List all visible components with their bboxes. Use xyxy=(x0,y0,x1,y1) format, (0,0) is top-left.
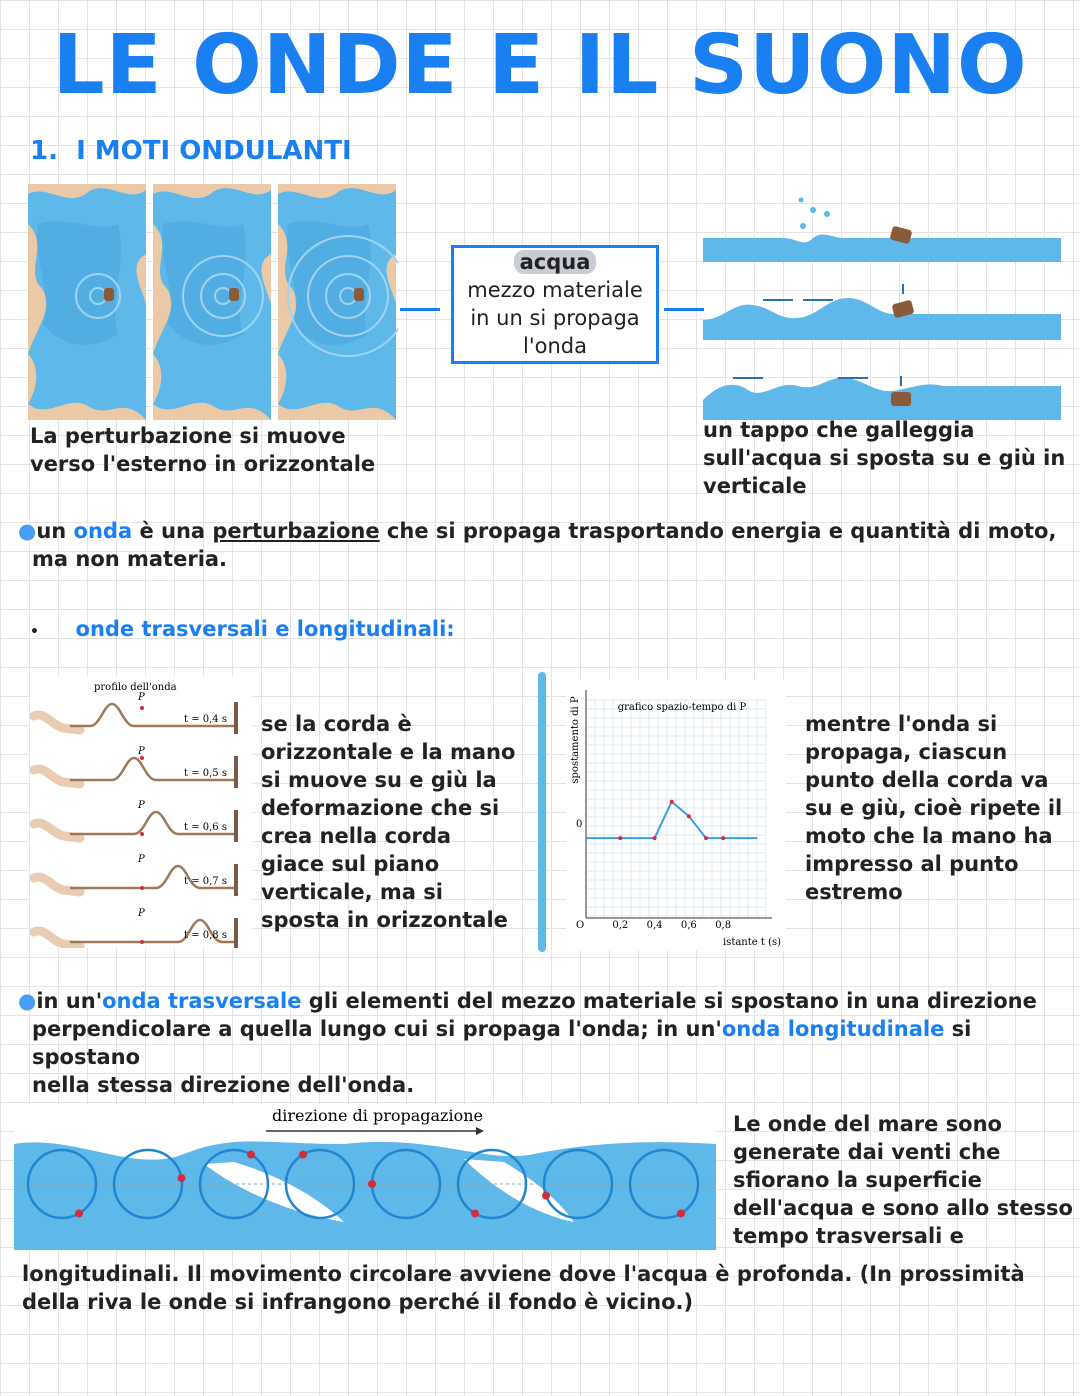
point-p-label: P xyxy=(138,746,145,757)
point-p-label: P xyxy=(138,854,145,865)
final-text-line: longitudinali. Il movimento circolare avviene dove l'acqua è profonda. (In prossimità xyxy=(22,1262,1025,1286)
chart-text-line: impresso al punto xyxy=(805,852,1019,876)
point-p xyxy=(140,940,144,944)
rope-row xyxy=(34,746,238,788)
chart-origin: O xyxy=(576,920,585,931)
transverse-text-4: si spostano xyxy=(32,1017,972,1069)
particle-dot xyxy=(368,1180,376,1188)
chart-text-line: mentre l'onda si xyxy=(805,712,998,736)
rope-text-line: crea nella corda xyxy=(261,824,452,848)
final-text-line: della riva le onde si infrangono perché il fondo è vicino.) xyxy=(22,1290,694,1314)
pond-3 xyxy=(278,184,396,420)
term-perturbazione: perturbazione xyxy=(212,519,380,543)
point-p xyxy=(140,706,144,710)
sea-description xyxy=(733,1110,1073,1250)
chart-text-line: punto della corda va xyxy=(805,768,1049,792)
sea-text-line: sfiorano la superficie xyxy=(733,1168,982,1192)
time-label: t = 0,4 s xyxy=(184,714,227,725)
rope-text-line: giace sul piano xyxy=(261,852,440,876)
section-heading xyxy=(30,136,352,166)
transverse-text-3: perpendicolare a quella lungo cui si propaga l'onda; in un' xyxy=(32,1017,722,1041)
time-label: t = 0,7 s xyxy=(184,876,227,887)
subheading xyxy=(30,615,455,646)
point-p xyxy=(140,886,144,890)
rope-row xyxy=(34,908,238,948)
rope-text-line: deformazione che si xyxy=(261,796,500,820)
subheading-bullet: • xyxy=(30,624,39,640)
point-p-label: P xyxy=(138,800,145,811)
chart-point xyxy=(721,836,725,840)
pond-2 xyxy=(153,184,271,420)
definition-text-2: è una xyxy=(132,519,213,543)
section-title: I MOTI ONDULANTI xyxy=(76,136,352,166)
water-medium-box xyxy=(451,245,659,364)
particle-dot xyxy=(299,1151,307,1159)
time-label: t = 0,6 s xyxy=(184,822,227,833)
wall xyxy=(234,756,238,788)
time-label: t = 0,8 s xyxy=(184,930,227,941)
pond-1 xyxy=(28,184,146,420)
chart-point xyxy=(618,836,622,840)
rope-wave-figure xyxy=(30,676,252,948)
section-number: 1. xyxy=(30,136,58,166)
wall xyxy=(234,864,238,896)
particle-dot xyxy=(75,1209,83,1217)
chart-y-tick: 0 xyxy=(576,819,583,830)
chart-text-line: estremo xyxy=(805,880,903,904)
hand xyxy=(34,877,80,892)
chart-point xyxy=(687,814,691,818)
box-line-3: in un si propaga xyxy=(470,306,640,330)
box-line-1: acqua xyxy=(514,250,597,274)
transverse-definition xyxy=(18,987,1073,1099)
rope-text-line: sposta in orizzontale xyxy=(261,908,508,932)
definition-text-1: un xyxy=(36,519,74,543)
chart-x-tick: 0,6 xyxy=(680,920,697,931)
caption-right-line-2: sull'acqua si sposta su e giù in xyxy=(703,446,1066,470)
hand xyxy=(34,823,80,838)
rope-row xyxy=(34,800,238,842)
sea-wave-figure xyxy=(14,1104,716,1250)
hand xyxy=(34,769,80,784)
particle-dot xyxy=(177,1174,185,1182)
sea-figure-label: direzione di propagazione xyxy=(272,1106,483,1125)
hand xyxy=(34,931,80,946)
term-onda-trasversale: onda trasversale xyxy=(102,989,302,1013)
transverse-text-1: in un' xyxy=(36,989,103,1013)
sea-text-line: tempo trasversali e xyxy=(733,1224,964,1248)
chart-x-tick: 0,4 xyxy=(646,920,663,931)
connector-right xyxy=(664,308,704,311)
point-p xyxy=(140,832,144,836)
sea-text-line: dell'acqua e sono allo stesso xyxy=(733,1196,1073,1220)
particle-dot xyxy=(471,1209,479,1217)
chart-divider xyxy=(538,672,546,952)
chart-description xyxy=(805,710,1062,906)
wall xyxy=(234,810,238,842)
wall xyxy=(234,702,238,734)
rope-header: profilo dell'onda xyxy=(94,682,177,693)
cork-wave-illustrations xyxy=(703,190,1063,422)
box-line-2: mezzo materiale xyxy=(467,278,643,302)
rope-row xyxy=(34,692,238,734)
time-label: t = 0,5 s xyxy=(184,768,227,779)
caption-right xyxy=(703,416,1065,500)
bullet-dot: ● xyxy=(18,519,37,543)
bullet-dot: ● xyxy=(18,989,37,1013)
space-time-chart xyxy=(566,680,786,950)
hand xyxy=(34,715,80,730)
chart-text-line: su e giù, cioè ripete il xyxy=(805,796,1063,820)
chart-title: grafico spazio-tempo di P xyxy=(617,702,747,713)
rope-text-line: se la corda è xyxy=(261,712,412,736)
term-onda-longitudinale: onda longitudinale xyxy=(721,1017,945,1041)
rope-text-line: orizzontale e la mano xyxy=(261,740,516,764)
transverse-text-2: gli elementi del mezzo materiale si spostano in una direzione xyxy=(301,989,1037,1013)
chart-point xyxy=(704,836,708,840)
chart-xlabel: istante t (s) xyxy=(723,937,781,948)
chart-series-line xyxy=(586,802,757,838)
sea-text-line: Le onde del mare sono xyxy=(733,1112,1002,1136)
box-line-4: l'onda xyxy=(523,334,587,358)
sea-text-line: generate dai venti che xyxy=(733,1140,1001,1164)
chart-point xyxy=(653,836,657,840)
chart-text-line: moto che la mano ha xyxy=(805,824,1053,848)
rope-description xyxy=(261,710,515,934)
wall xyxy=(234,918,238,948)
particle-dot xyxy=(677,1209,685,1217)
caption-right-line-3: verticale xyxy=(703,474,807,498)
chart-ylabel: spostamento di P xyxy=(570,696,581,784)
subheading-text: onde trasversali e longitudinali: xyxy=(75,617,455,641)
caption-left-line-1: La perturbazione si muove xyxy=(30,424,346,448)
definition-line-2: ma non materia. xyxy=(32,547,228,571)
chart-text-line: propaga, ciascun xyxy=(805,740,1008,764)
connector-left xyxy=(400,308,440,311)
wave-definition xyxy=(18,517,1068,573)
pond-illustrations xyxy=(28,184,398,420)
chart-point xyxy=(670,800,674,804)
term-onda: onda xyxy=(73,519,133,543)
rope-text-line: si muove su e giù la xyxy=(261,768,497,792)
caption-left xyxy=(30,422,375,478)
rope-row xyxy=(34,854,238,896)
transverse-line-3: nella stessa direzione dell'onda. xyxy=(32,1073,415,1097)
rope-text-line: verticale, ma si xyxy=(261,880,443,904)
final-text xyxy=(22,1260,1072,1316)
particle-dot xyxy=(247,1151,255,1159)
chart-x-tick: 0,2 xyxy=(612,920,629,931)
definition-text-3: che si propaga trasportando energia e quantità di moto, xyxy=(379,519,1057,543)
particle-dot xyxy=(542,1192,550,1200)
point-p-label: P xyxy=(138,692,145,703)
point-p-label: P xyxy=(138,908,145,919)
caption-left-line-2: verso l'esterno in orizzontale xyxy=(30,452,376,476)
caption-right-line-1: un tappo che galleggia xyxy=(703,418,975,442)
page-title: LE ONDE E IL SUONO xyxy=(52,18,1028,113)
chart-x-tick: 0,8 xyxy=(715,920,732,931)
